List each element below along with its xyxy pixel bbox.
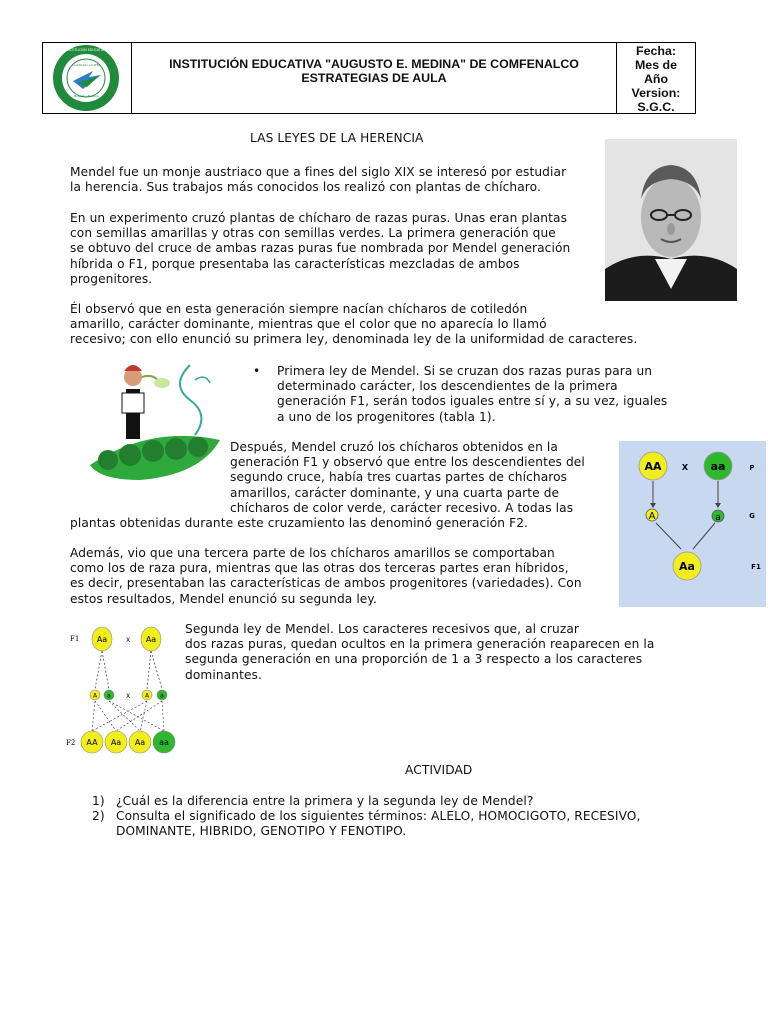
cross-symbol: X xyxy=(681,463,689,472)
parent-2: Aa xyxy=(145,635,157,644)
text-line: Mendel fue un monje austriaco que a fines del siglo XIX se interesó por estudiar xyxy=(70,165,567,179)
label-f2: F2 xyxy=(66,739,76,747)
offspring-3: Aa xyxy=(134,738,146,747)
paragraph-second-result xyxy=(70,546,582,607)
gamete-4: a xyxy=(160,692,164,700)
parent-dominant: AA xyxy=(644,460,662,473)
text-line: chícharos de color verde, carácter recesivo. A todas las xyxy=(230,500,574,515)
logo-cell xyxy=(43,43,132,113)
text-line: Segunda ley de Mendel. Los caracteres recesivos que, al cruzar xyxy=(185,622,580,636)
text-line: Después, Mendel cruzó los chícharos obtenidos en la xyxy=(230,440,558,454)
gamete-3: A xyxy=(144,692,150,700)
paragraph-f2-a xyxy=(230,440,585,516)
cross-symbol: X xyxy=(125,637,131,644)
text-line: a uno de los progenitores (tabla 1). xyxy=(277,409,496,424)
cross-symbol-2: X xyxy=(125,693,131,700)
pea-pod-illustration xyxy=(80,355,228,485)
parent-recessive: aa xyxy=(710,460,726,473)
text-line: En un experimento cruzó plantas de chícharo de razas puras. Unas eran plantas xyxy=(70,211,568,225)
text-line: segunda generación en una proporción de 1 a 3 respecto a los caracteres xyxy=(185,652,643,667)
second-law-text xyxy=(185,622,654,683)
question-1-number: 1) xyxy=(92,794,105,808)
parent-1: Aa xyxy=(96,635,108,644)
text-line: Consulta el significado de los siguientes términos: ALELO, HOMOCIGOTO, RECESIVO, xyxy=(116,809,641,823)
gamete-2: a xyxy=(107,692,111,700)
f1-cross-diagram xyxy=(619,441,766,607)
text-line: híbrida o F1, porque presentaba las características mezcladas de ambos xyxy=(70,256,520,271)
meta-cell xyxy=(616,43,695,113)
text-line: Además, vio que una tercera parte de los chícharos amarillos se comportaban xyxy=(70,546,555,560)
svg-text:Bogotá - Pereira: Bogotá - Pereira xyxy=(73,94,99,98)
document-header xyxy=(42,42,696,114)
label-f1: F1 xyxy=(70,635,80,643)
meta-lines xyxy=(617,44,695,114)
text-line: generación F1, serán todos iguales entre sí y, a su vez, iguales xyxy=(277,394,668,409)
paragraph-intro xyxy=(70,165,566,195)
institution-line: INSTITUCIÓN EDUCATIVA "AUGUSTO E. MEDINA" DE COMFENALCO xyxy=(169,57,579,71)
text-line: dominantes. xyxy=(185,667,262,682)
offspring-1: AA xyxy=(86,738,98,747)
text-line: se obtuvo del cruce de ambas razas puras fue nombrada por Mendel generación xyxy=(70,241,571,256)
svg-text:Certificado en IPTC: Certificado en IPTC xyxy=(71,63,101,67)
first-law-text xyxy=(277,364,667,425)
text-line: como los de raza pura, mientras que las otras dos terceras partes eran híbridos, xyxy=(70,561,569,576)
text-line: la herencia. Sus trabajos más conocidos los realizó con plantas de chícharo. xyxy=(70,180,541,195)
header-subtitle: ESTRATEGIAS DE AULA xyxy=(301,71,447,85)
document-title: LAS LEYES DE LA HERENCIA xyxy=(250,131,424,145)
svg-text:INSTITUCIÓN EDUCATIVA: INSTITUCIÓN EDUCATIVA xyxy=(66,48,106,52)
text-line: recesivo; con ello enunció su primera ley, denominada ley de la uniformidad de caracteres. xyxy=(70,332,638,347)
text-line: es decir, presentaban las características de ambos progenitores (variedades). Con xyxy=(70,576,582,591)
offspring-4: aa xyxy=(159,738,169,747)
school-logo xyxy=(43,43,131,113)
bullet-marker: • xyxy=(253,364,261,378)
activity-title: ACTIVIDAD xyxy=(405,763,473,777)
text-line: estos resultados, Mendel enunció su segunda ley. xyxy=(70,591,377,606)
mendel-portrait xyxy=(605,139,737,301)
text-line: determinado carácter, los descendientes de la primera xyxy=(277,379,618,394)
meta-fecha: Fecha: xyxy=(636,44,676,58)
meta-sgc: S.G.C. xyxy=(637,100,675,114)
paragraph-experiment xyxy=(70,211,570,287)
text-line: generación F1 y observó que entre los descendientes del xyxy=(230,455,585,470)
f2-cross-diagram xyxy=(64,623,178,760)
label-g: G xyxy=(749,512,755,520)
text-line: dos razas puras, quedan ocultos en la primera generación reaparecen en la xyxy=(185,637,655,652)
meta-version: Version: xyxy=(631,86,681,100)
text-line: amarillos, carácter dominante, y una cuarta parte de xyxy=(230,485,560,500)
text-line: DOMINANTE, HIBRIDO, GENOTIPO Y FENOTIPO. xyxy=(116,824,407,839)
text-line: progenitores. xyxy=(70,271,153,286)
question-2-number: 2) xyxy=(92,809,105,823)
offspring-2: Aa xyxy=(110,738,122,747)
label-f1: F1 xyxy=(751,563,761,571)
text-line: con semillas amarillas y otras con semillas verdes. La primera generación que xyxy=(70,226,556,241)
offspring-hybrid: Aa xyxy=(679,560,695,573)
institution-name xyxy=(131,57,617,85)
text-line: segundo cruce, había tres cuartas partes de chícharos xyxy=(230,470,568,485)
text-line: Primera ley de Mendel. Si se cruzan dos razas puras para un xyxy=(277,364,653,378)
question-2 xyxy=(116,809,640,839)
label-p: P xyxy=(749,464,755,472)
question-1: ¿Cuál es la diferencia entre la primera y la segunda ley de Mendel? xyxy=(116,794,534,808)
paragraph-observation xyxy=(70,302,637,348)
meta-mes: Mes de xyxy=(634,58,677,72)
gamete-dominant: A xyxy=(648,511,656,522)
text-line: amarillo, carácter dominante, mientras que el color que no aparecía lo llamó xyxy=(70,317,547,332)
paragraph-f2-b: plantas obtenidas durante este cruzamiento las denominó generación F2. xyxy=(70,516,529,530)
gamete-1: A xyxy=(92,692,98,700)
text-line: Él observó que en esta generación siempre nacían chícharos de cotiledón xyxy=(70,302,528,316)
gamete-recessive: a xyxy=(715,513,721,523)
meta-anio: Año xyxy=(643,72,669,86)
